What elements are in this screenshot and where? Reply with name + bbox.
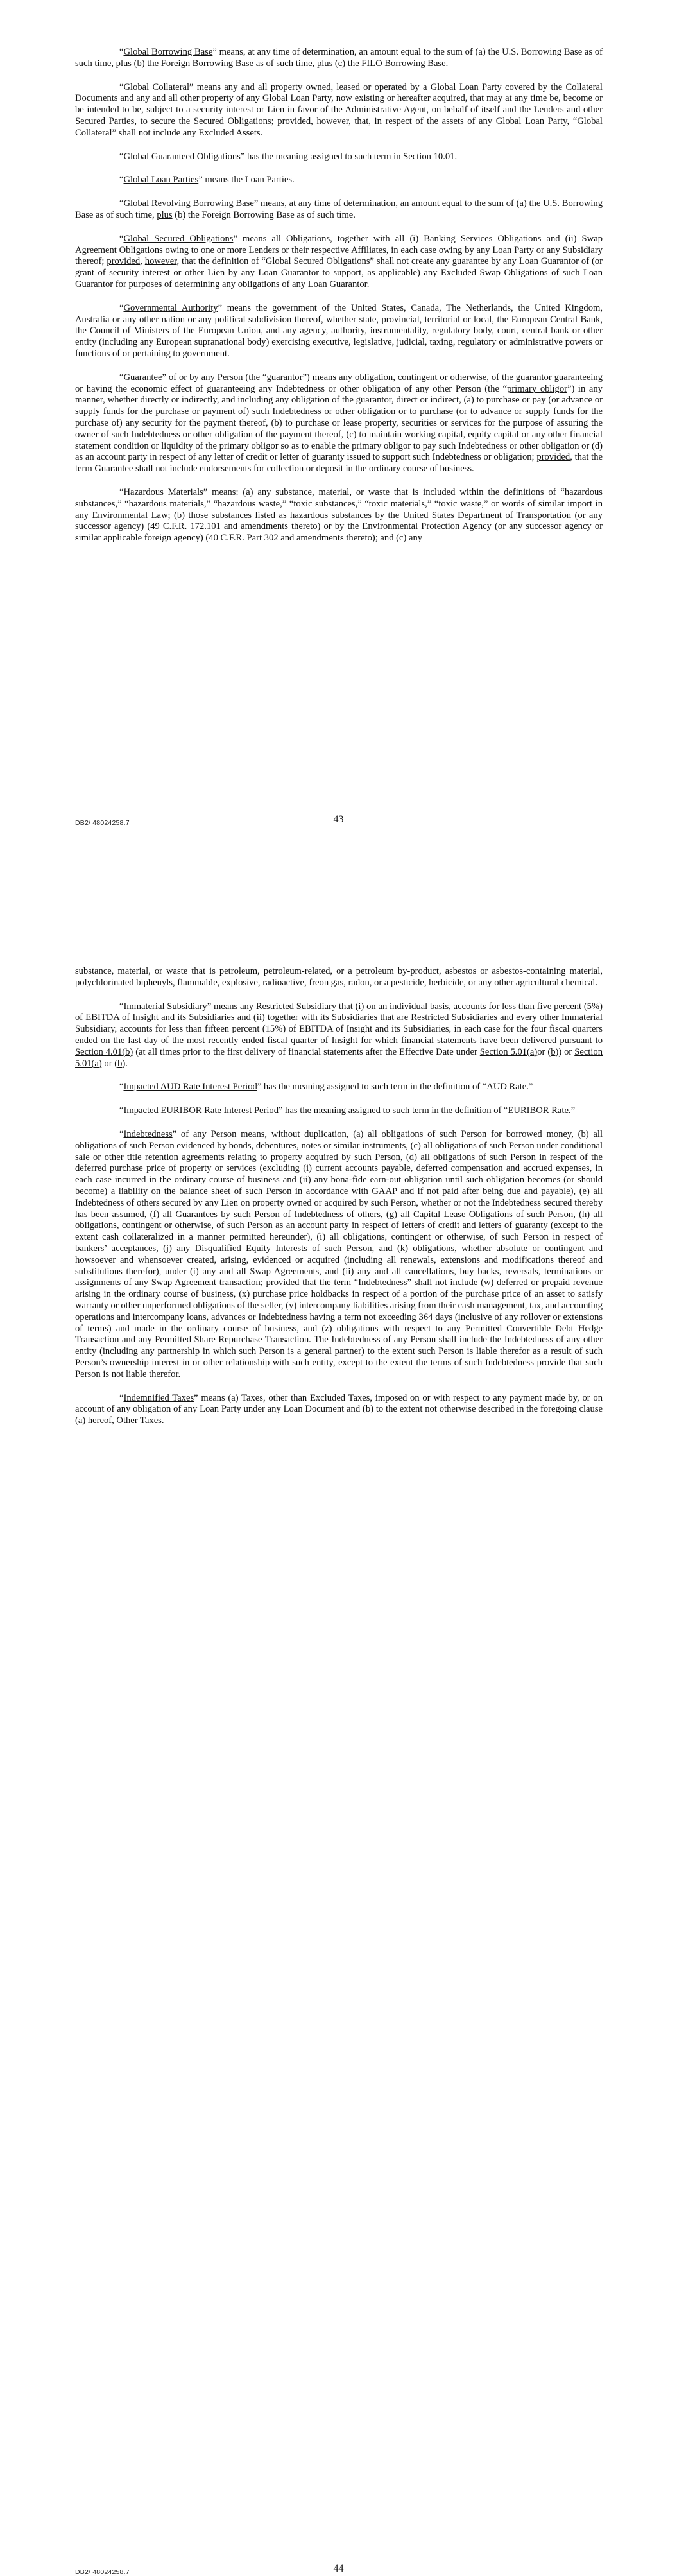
document-page-44: [0, 876, 677, 2576]
document-id: DB2/ 48024258.7: [75, 2568, 130, 2576]
underlined-reference: Section 5.01(a): [479, 1046, 538, 1057]
underlined-reference: b: [551, 1046, 556, 1057]
definition-immaterial-subsidiary: [75, 1001, 603, 1070]
definition-text: “: [119, 175, 124, 186]
underlined-reference: plus: [157, 209, 173, 220]
underlined-reference: provided: [536, 452, 570, 463]
definition-text: substance, material, or waste that is petroleum, petroleum-related, or a petroleum by-product, asbestos or asbestos-containing material, polychlorinated biphenyls, flammable, explosive, radioactive, freon gas, radon, or a pesticide, herbicide, or any other agricultural chemical.: [75, 966, 603, 988]
defined-term: Global Guaranteed Obligations: [123, 151, 241, 162]
defined-term: Global Revolving Borrowing Base: [123, 198, 254, 209]
definition-text: ,: [311, 116, 317, 126]
definition-text: ” has the meaning assigned to such term in the definition of “AUD Rate.”: [257, 1082, 533, 1093]
definition-global-collateral: [75, 82, 603, 139]
defined-term: Hazardous Materials: [123, 487, 203, 497]
definition-text: “: [119, 1082, 124, 1093]
definition-text: ).: [122, 1058, 128, 1069]
definition-text: , that the term Guarantee shall not include endorsements for collection or deposit in the ordinary course of business.: [75, 452, 603, 474]
definition-text: .: [454, 151, 458, 162]
page-body: [75, 966, 603, 1427]
defined-term: Guarantee: [123, 372, 162, 383]
definition-text: “: [119, 1392, 124, 1403]
definition-global-guaranteed-obligations: [75, 151, 603, 163]
definition-text: “: [119, 487, 124, 497]
definition-text: ” of or by any Person (the “: [162, 372, 267, 383]
definition-text: ” means, at any time of determination, an amount equal to the sum of (a) the U.S. Borrowing Base as of such time,: [75, 198, 603, 220]
defined-term: Impacted EURIBOR Rate Interest Period: [123, 1105, 279, 1116]
underlined-reference: provided: [266, 1277, 300, 1288]
definition-text: ” means all Obligations, together with all (i) Banking Services Obligations and (ii) Swap Agreement Obligations owing to one or more Lenders or their respective Affiliates, in each case owing by any Loan Party or any Subsidiary thereof;: [75, 233, 603, 267]
underlined-reference: plus: [116, 58, 132, 69]
definition-text: “: [119, 198, 124, 209]
defined-term: Global Collateral: [123, 82, 190, 92]
definition-global-revolving-borrowing-base: [75, 198, 603, 221]
definition-text: ” has the meaning assigned to such term in the definition of “EURIBOR Rate.”: [279, 1105, 576, 1116]
definition-text: “: [119, 302, 124, 313]
definition-text: (b) the Foreign Borrowing Base as of such time, plus (c) the FILO Borrowing Base.: [131, 58, 449, 69]
definition-text: ” means (a) Taxes, other than Excluded Taxes, imposed on or with respect to any payment made by, or on account of any obligation of any Loan Party under any Loan Document and (b) to the extent not otherwise described in the foregoing clause (a) hereof, Other Taxes.: [75, 1392, 603, 1426]
definition-text: ” means, at any time of determination, an amount equal to the sum of (a) the U.S. Borrowing Base as of such time,: [75, 47, 603, 69]
definition-impacted-euribor-rate-interest-period: [75, 1105, 603, 1117]
definition-text: or (: [101, 1058, 118, 1069]
definition-text: “: [119, 1105, 124, 1116]
underlined-reference: however: [316, 116, 349, 126]
definition-text: ,: [140, 256, 145, 267]
definition-text: (at all times prior to the first delivery of financial statements after the Effective Date under: [133, 1046, 480, 1057]
definition-text: ” has the meaning assigned to such term in: [240, 151, 404, 162]
defined-term: Global Secured Obligations: [123, 233, 234, 244]
definition-governmental-authority: [75, 303, 603, 360]
defined-term: Indebtedness: [123, 1128, 173, 1139]
defined-term: Immaterial Subsidiary: [123, 1001, 207, 1012]
definition-global-borrowing-base: [75, 47, 603, 70]
definition-text: )) or: [555, 1046, 575, 1057]
underlined-reference: Section 10.01: [403, 151, 455, 162]
definition-text: “: [119, 233, 124, 244]
definition-hazardous-materials-continued: [75, 966, 603, 989]
definition-text: “: [119, 372, 124, 383]
definition-text: ” means any and all property owned, leased or operated by a Global Loan Party covered by the Collateral Documents and any and all other property of any Global Loan Party, now existing or hereafter acquired, that may at any time be, become or be intended to be, subject to a security interest or Lien in favor of the Administrative Agent, on behalf of itself and the Lenders and other Secured Parties, to secure the Secured Obligations;: [75, 82, 603, 126]
definition-global-loan-parties: [75, 175, 603, 186]
defined-term: Global Borrowing Base: [123, 47, 213, 57]
page-body: [75, 47, 603, 544]
defined-term: Impacted AUD Rate Interest Period: [123, 1082, 257, 1093]
definition-guarantee: [75, 372, 603, 475]
definition-text: ” of any Person means, without duplication, (a) all obligations of such Person for borrowed money, (b) all obligations of such Person evidenced by bonds, debentures, notes or similar instruments, (c) all obligations of such Person under conditional sale or other title retention agreements relating to property acquired by such Person, (d) all obligations of such Person in respect of the deferred purchase price of property or services (excluding (i) current accounts payable, deferred compensation and accrued expenses, in each case incurred in the ordinary course of business and (ii) any bona-fide earn-out obligation until such obligation becomes (or should become) a liability on the balance sheet of such Person in accordance with GAAP and if not paid after being due and payable), (e) all Indebtedness of others secured by any Lien on property owned or acquired by such Person, whether or not the Indebtedness secured thereby has been assumed, (f) all Guarantees by such Person of Indebtedness of others, (g) all Capital Lease Obligations of such Person, (h) all obligations, contingent or otherwise, of such Person as an account party in respect of letters of credit and letters of guaranty (except to the extent cash collateralized in a manner permitted hereunder), (i) all obligations, contingent or otherwise, of such Person in respect of bankers’ acceptances, (j) any Disqualified Equity Interests of such Person, and (k) obligations, whether absolute or contingent and howsoever and whensoever created, arising, evidenced or acquired (including all renewals, extensions and modifications thereof and substitutions therefor), under (i) any and all Swap Agreements, and (ii) any and all cancellations, buy backs, reversals, terminations or assignments of any Swap Agreement transaction;: [75, 1128, 603, 1288]
definition-global-secured-obligations: [75, 234, 603, 291]
definition-impacted-aud-rate-interest-period: [75, 1082, 603, 1093]
underlined-reference: provided: [277, 116, 311, 126]
defined-term: Governmental Authority: [123, 302, 218, 313]
underlined-reference: provided: [107, 256, 141, 267]
definition-text: ” means the government of the United States, Canada, The Netherlands, the United Kingdom, Australia or any other nation or any political subdivision thereof, whether state, provincial, territorial or local, the European Central Bank, the Council of Ministers of the European Union, and any agency, authority, instrumentality, regulatory body, court, central bank or other entity (including any European supranational body) exercising executive, legislative, judicial, taxing, regulatory or administrative powers or functions of or pertaining to government.: [75, 302, 603, 359]
definition-text: (b) the Foreign Borrowing Base as of such time.: [172, 209, 356, 220]
definition-text: ”) means any obligation, contingent or otherwise, of the guarantor guaranteeing or having the economic effect of guaranteeing any Indebtedness or other obligation of any other Person (the “: [75, 372, 603, 394]
definition-text: ” means the Loan Parties.: [198, 175, 295, 186]
definition-text: “: [119, 1128, 124, 1139]
definition-text: ” means any Restricted Subsidiary that (i) on an individual basis, accounts for less than five percent (5%) of EBITDA of Insight and its Subsidiaries and (ii) together with its Subsidiaries that are Restricted Subsidiaries and every other Immaterial Subsidiary, accounts for less than fifteen percent (15%) of EBITDA of Insight and its Subsidiaries, in each case for the four fiscal quarters ended on the last day of the most recently ended fiscal quarter of Insight for which financial statements have been delivered pursuant to: [75, 1001, 603, 1046]
definition-indemnified-taxes: [75, 1393, 603, 1427]
underlined-reference: guarantor: [266, 372, 303, 383]
definition-text: “: [119, 47, 124, 57]
underlined-reference: b: [117, 1058, 123, 1069]
definition-hazardous-materials: [75, 487, 603, 544]
defined-term: Global Loan Parties: [123, 175, 199, 186]
definition-text: “: [119, 82, 124, 92]
definition-text: or (: [537, 1046, 551, 1057]
definition-text: ” means: (a) any substance, material, or waste that is included within the definitions of “hazardous substances,” “hazardous materials,” “hazardous waste,” “toxic substances,” “toxic materials,” “toxic waste,” or words of similar import in any Environmental Law; (b) those substances listed as hazardous substances by the United States Department of Transportation (or any successor agency) (49 C.F.R. 172.101 and amendments thereto) or by the Environmental Protection Agency (or any successor agency or similar applicable foreign agency) (40 C.F.R. Part 302 and amendments thereto); and (c) any: [75, 487, 603, 544]
document-id: DB2/ 48024258.7: [75, 819, 130, 827]
document-page-43: [0, 0, 677, 876]
definition-indebtedness: [75, 1129, 603, 1381]
definition-text: , that the definition of “Global Secured Obligations” shall not create any guarantee by any Loan Guarantor of (or grant of security interest or other Lien by any Loan Guarantor to support, as applicable) any Excluded Swap Obligations of such Loan Guarantor for purposes of determining any obligations of any Loan Guarantor.: [75, 256, 603, 290]
definition-text: that the term “Indebtedness” shall not include (w) deferred or prepaid revenue arising in the ordinary course of business, (x) purchase price holdbacks in respect of a portion of the purchase price of an asset to satisfy warranty or other unperformed obligations of the seller, (y) intercompany liabilities arising from their cash management, tax, and accounting operations and intercompany loans, advances or Indebtedness having a term not exceeding 364 days (inclusive of any rollover or extensions of terms) and made in the ordinary course of business, and (z) obligations with respect to any Permitted Convertible Debt Hedge Transaction and any Permitted Share Repurchase Transaction. The Indebtedness of any Person shall include the Indebtedness of any other entity (including any partnership in which such Person is a general partner) to the extent such Person is liable therefor as a result of such Person’s ownership interest in or other relationship with such entity, except to the extent the terms of such Indebtedness provide that such Person is not liable therefor.: [75, 1277, 603, 1379]
definition-text: “: [119, 1001, 124, 1012]
underlined-reference: Section 5.01(a): [75, 1046, 603, 1069]
page-number: 43: [333, 814, 344, 825]
page-number: 44: [333, 2563, 344, 2574]
definition-text: , that, in respect of the assets of any Global Loan Party, “Global Collateral” shall not include any Excluded Assets.: [75, 116, 603, 138]
definition-text: “: [119, 151, 124, 162]
definition-text: ”) in any manner, whether directly or indirectly, and including any obligation of the guarantor, direct or indirect, (a) to purchase or pay (or advance or supply funds for the purchase or payment of) such Indebtedness or other obligation or to purchase (or to advance or supply funds for the purchase of) any security for the payment thereof, (b) to purchase or lease property, securities or services for the purpose of assuring the owner of such Indebtedness or other obligation of the payment thereof, (c) to maintain working capital, equity capital or any other financial statement condition or liquidity of the primary obligor so as to enable the primary obligor to pay such Indebtedness or other obligation or (d) as an account party in respect of any letter of credit or letter of guaranty issued to support such Indebtedness or obligation;: [75, 383, 603, 463]
underlined-reference: Section 4.01(b): [75, 1046, 133, 1057]
underlined-reference: primary obligor: [507, 383, 567, 394]
underlined-reference: however: [144, 256, 177, 267]
defined-term: Indemnified Taxes: [123, 1392, 194, 1403]
